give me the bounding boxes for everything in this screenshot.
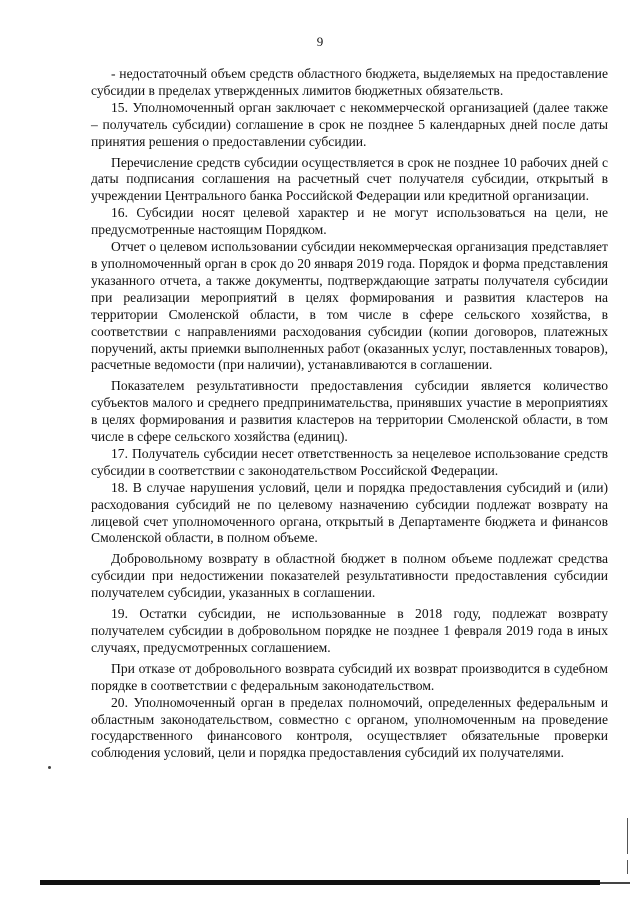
paragraph-performance-indicator: Показателем результативности предоставления субсидии является количество субъектов малого и среднего предпринимательства, принявших участие в мероприятиях в целях формирования и развития кластеров на территории Смоленской области, в том числе в сфере сельского хозяйства (единиц).: [91, 378, 608, 445]
paragraph-voluntary-refund: Добровольному возврату в областной бюджет в полном объеме подлежат средства субсидии при недостижении показателей результативности предоставления субсидии получателем субсидии, указанных в соглашении.: [91, 551, 608, 601]
scan-dot-mark: [48, 766, 51, 769]
page-number: 9: [316, 34, 324, 49]
scan-edge-line-lower: [627, 860, 628, 874]
paragraph-18-violation-refund: 18. В случае нарушения условий, цели и порядка предоставления субсидий и (или) расходования субсидий не по целевому назначению субсидии подлежат возврату на лицевой счет уполномоченного органа, открытый в Департаменте бюджета и финансов Смоленской области, в полном объеме.: [91, 479, 608, 546]
paragraph-judicial-refund: При отказе от добровольного возврата субсидий их возврат производится в судебном порядке в соответствии с федеральным законодательством.: [91, 660, 608, 693]
scan-bottom-bar-tail: [600, 882, 630, 884]
scan-edge-line: [627, 818, 628, 854]
paragraph-20-control: 20. Уполномоченный орган в пределах полномочий, определенных федеральным и областным законодательством, совместно с органом, уполномоченным на проведение государственного финансового контроля, осуществляет обязательные проверки соблюдения условий, цели и порядка предоставления субсидий их получателями.: [91, 694, 608, 761]
paragraph-transfer-funds: Перечисление средств субсидии осуществляется в срок не позднее 10 рабочих дней с даты подписания соглашения на расчетный счет получателя субсидии, открытый в учреждении Центрального банка Российской Федерации или кредитной организации.: [91, 154, 608, 204]
scan-bottom-bar: [40, 880, 600, 885]
paragraph-17-responsibility: 17. Получатель субсидии несет ответственность за нецелевое использование средств субсидии в соответствии с законодательством Российской Федерации.: [91, 445, 608, 478]
paragraph-15-agreement: 15. Уполномоченный орган заключает с некоммерческой организацией (далее также – получатель субсидии) соглашение в срок не позднее 5 календарных дней после даты принятия решения о предоставлении субсидии.: [91, 99, 608, 149]
paragraph-16-target-use: 16. Субсидии носят целевой характер и не могут использоваться на цели, не предусмотренные настоящим Порядком.: [91, 205, 608, 238]
paragraph-usage-report: Отчет о целевом использовании субсидии некоммерческая организация представляет в уполномоченный орган в срок до 20 января 2019 года. Порядок и форма представления указанного отчета, а также документы, подтверждающие затраты получателя субсидии при реализации мероприятий в целях формирования и развития кластеров на территории Смоленской области, в том числе в сфере сельского хозяйства, в соответствии с направлениями расходования субсидии (копии договоров, платежных поручений, акты приемки выполненных работ (оказанных услуг, поставленных товаров), расчетные ведомости (при наличии), устанавливаются в соглашении.: [91, 239, 608, 373]
document-body: [91, 66, 608, 762]
paragraph-insufficient-budget: - недостаточный объем средств областного бюджета, выделяемых на предоставление субсидии в пределах утвержденных лимитов бюджетных обязательств.: [91, 66, 608, 98]
paragraph-19-unused-balance: 19. Остатки субсидии, не использованные в 2018 году, подлежат возврату получателем субсидии в добровольном порядке не позднее 1 февраля 2019 года в иных случаях, предусмотренных соглашением.: [91, 606, 608, 655]
